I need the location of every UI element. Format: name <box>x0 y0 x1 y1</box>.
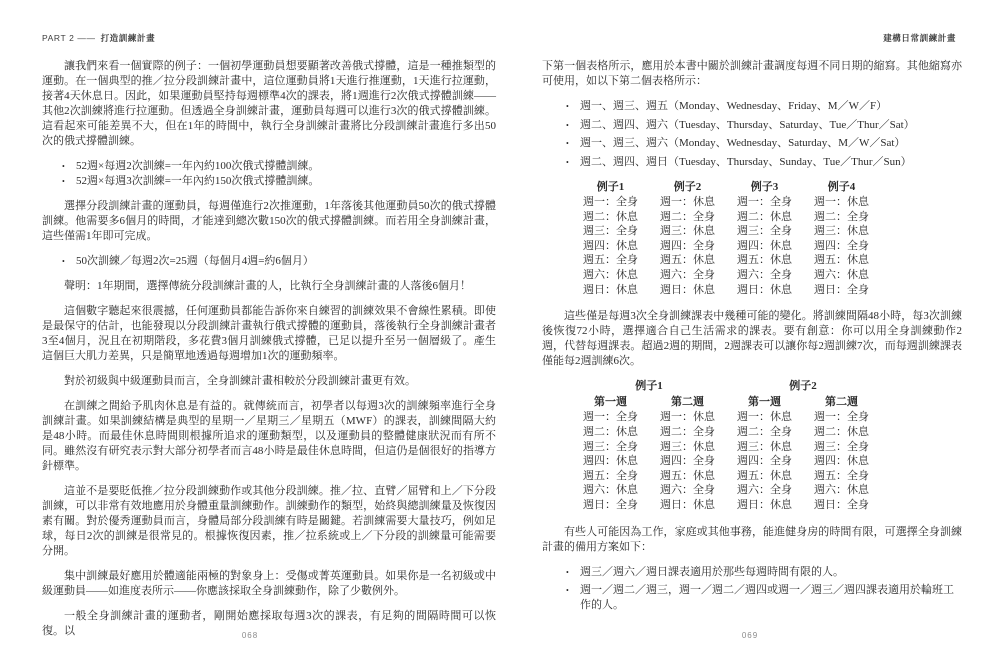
table-cell: 週四：全身 <box>660 239 715 252</box>
list-item <box>542 136 962 151</box>
table-header: 例子1 <box>596 180 625 193</box>
bullet-icon: • <box>566 567 569 577</box>
table-cell: 週四：休息 <box>583 239 638 252</box>
table-cell: 週六：休息 <box>583 269 638 282</box>
table-cell: 週一：休息 <box>737 411 792 424</box>
table-group-header: 例子2 <box>789 380 817 393</box>
table-cell: 週三：全身 <box>737 225 792 238</box>
running-header-left <box>42 32 155 44</box>
paragraph-statement: 聲明：1年期間，選擇傳統分段訓練計畫的人，比執行全身訓練計畫的人落後6個月！ <box>64 280 471 292</box>
list-item-text: 52週×每週3次訓練=一年內約150次俄式撐體訓練。 <box>76 175 320 187</box>
list-item <box>542 118 962 133</box>
list-item <box>542 99 962 114</box>
part-title: 打造訓練計畫 <box>100 33 156 43</box>
paragraph-limited-time: 有些人可能因為工作，家庭或其他事務，能進健身房的時間有限，可選擇全身訓練計畫的備用方案如下： <box>542 525 962 553</box>
table-cell: 週三：全身 <box>814 440 869 453</box>
table-cell: 週五：休息 <box>737 469 792 482</box>
bullet-icon: • <box>62 162 65 171</box>
table-cell: 週日：休息 <box>737 283 792 296</box>
table-cell: 週日：休息 <box>660 499 715 511</box>
table-cell: 週一：全身 <box>583 411 638 424</box>
table-header: 例子4 <box>827 180 856 193</box>
bullet-list-day-abbreviations <box>542 99 962 170</box>
table-cell: 週三：全身 <box>583 440 638 453</box>
table-cell: 週六：全身 <box>660 484 715 497</box>
list-item-text: 週三／週六／週日課表適用於那些每週時間有限的人。 <box>580 565 844 578</box>
schedule-table-two-week-examples <box>572 379 962 512</box>
table-cell: 週六：休息 <box>814 269 869 282</box>
table-cell: 週四：休息 <box>814 455 869 468</box>
bullet-icon: • <box>566 120 569 130</box>
paragraph-not-belittle-splits: 這並不是要貶低推／拉分段訓練動作或其他分段訓練。推／拉、直臂／屈臂和上／下分段訓練，可以非常有效地應用於身體重量訓練動作。訓練動作的類型，始終與總訓練量及恢復因素有關。對於優秀運動員而言，身體局部分段訓練有時是關鍵。若訓練需要大量技巧，例如足球，每日2次的訓練是很常見的。根據恢復因素，推／拉系統或上／下分段的訓練量可能需要分開。 <box>42 485 496 557</box>
table-cell: 週二：休息 <box>583 426 638 439</box>
table-cell: 週五：全身 <box>583 469 638 482</box>
bullet-icon: • <box>566 586 569 596</box>
right-page-content <box>542 59 962 623</box>
paragraph-example-intro: 讓我們來看一個實際的例子：一個初學運動員想要顯著改善俄式撐體，這是一種推類型的運動。在一個典型的推／拉分段訓練計畫中，這位運動員將1天進行推運動，1天進行拉運動，接著4天休息日。因此，如果運動員堅持每週標準4次的課表，將1週進行2次俄式撐體訓練——其他2次訓練將進行拉運動。但透過全身訓練計畫，運動員每週可以進行3次的俄式撐體訓練。這看起來可能差異不大，但在1年的時間中，執行全身訓練計畫將比分段訓練計畫進行多出50次的俄式撐體訓練。 <box>42 60 496 147</box>
table-cell: 週日：全身 <box>814 499 869 511</box>
table-cell: 週日：休息 <box>737 499 792 511</box>
table-cell: 週一：休息 <box>660 411 715 424</box>
list-item <box>542 565 962 580</box>
list-item <box>542 583 962 613</box>
paragraph-focused-training: 集中訓練最好應用於體適能兩極的對象身上：受傷或菁英運動員。如果你是一名初級或中級運動員——如進度表所示——你應該採取全身訓練動作，除了少數例外。 <box>42 570 496 597</box>
table-header: 例子3 <box>750 180 779 193</box>
bullet-icon: • <box>566 157 569 167</box>
table-cell: 週六：全身 <box>737 269 792 282</box>
schedule-table-weekly-examples <box>572 180 962 298</box>
table-cell: 週五：休息 <box>660 469 715 482</box>
list-item <box>42 159 496 174</box>
table-cell: 週二：休息 <box>814 426 869 439</box>
table-cell: 週六：全身 <box>660 269 715 282</box>
table-cell: 週二：全身 <box>660 426 715 439</box>
list-item-text: 週二、週四、週日（Tuesday、Thursday、Sunday、Tue／Thur／Sun） <box>580 155 912 168</box>
table-cell: 週三：休息 <box>737 440 792 453</box>
bullet-list-alternative-schedules <box>542 565 962 614</box>
table-column-header: 第二週 <box>671 395 704 408</box>
paragraph-fullbody-more-effective: 對於初級與中級運動員而言，全身訓練計畫相較於分段訓練計畫更有效。 <box>64 375 416 387</box>
table-cell: 週二：全身 <box>660 210 715 223</box>
bullet-icon: • <box>566 139 569 148</box>
table-cell: 週六：休息 <box>814 484 869 497</box>
table-cell: 週六：全身 <box>737 484 792 497</box>
paragraph-general-fullbody: 一般全身訓練計畫的運動者，剛開始應採取每週3次的課表，有足夠的間隔時間可以恢復。以 <box>42 610 496 637</box>
paragraph-rest-between-training: 在訓練之間給予肌肉休息是有益的。就傳統而言，初學者以每週3次的訓練頻率進行全身訓練計畫。如果訓練結構是典型的星期一／星期三／星期五（MWF）的課表，訓練間隔大約是48小時。而最佳休息時間則根據所追求的運動類型，以及運動員的整體健康狀況而有所不同。雖然沒有研究表示對大部分初學者而言48小時是最佳休息時間，但這仍是個很好的指導方針標準。 <box>42 400 496 472</box>
page-number-left: 068 <box>241 631 259 640</box>
bullet-icon: • <box>62 177 65 186</box>
list-item <box>42 254 496 269</box>
bullet-list-25-weeks <box>42 254 496 269</box>
table-cell: 週二：休息 <box>737 210 792 223</box>
table-cell: 週五：休息 <box>660 254 715 267</box>
list-item-text: 週一／週二／週三，週一／週二／週四或週一／週三／週四課表適用於輪班工作的人。 <box>580 584 954 612</box>
table-cell: 週日：休息 <box>583 283 638 296</box>
table-cell: 週四：休息 <box>737 239 792 252</box>
table-column-header: 第一週 <box>594 395 627 408</box>
paragraph-shocking-numbers: 這個數字聽起來很震撼，任何運動員都能告訴你來自練習的訓練效果不會線性累積。即使是最保守的估計，也能發現以分段訓練計畫執行俄式撐體的運動員，落後執行全身訓練計畫者3至4個月，況且在初期階段，多花費3個月訓練俄式撐體，已足以提升至另一個層級了。產生這個巨大肌力差異，只是簡單地透過每週增加1次的運動頻率。 <box>42 305 496 362</box>
table-cell: 週三：休息 <box>814 225 869 238</box>
bullet-list-weekly-math <box>42 159 496 189</box>
table-cell: 週五：休息 <box>737 254 792 267</box>
table-cell: 週日：全身 <box>814 283 869 296</box>
bullet-icon: • <box>62 257 65 266</box>
bullet-icon: • <box>566 102 569 111</box>
chapter-title: 建構日常訓練計畫 <box>883 33 956 43</box>
table-cell: 週一：休息 <box>660 196 715 209</box>
paragraph-variations: 這些僅是每週3次全身訓練課表中幾種可能的變化。將訓練間隔48小時，每3次訓練後恢復72小時，選擇適合自己生活需求的課表。要有創意：你可以用全身訓練動作2週，代替每週課表。超過2週的期間，2週課表可以讓你每2週訓練7次，而每週訓練課表僅能每2週訓練6次。 <box>542 310 962 368</box>
left-page-content <box>42 59 496 649</box>
table-column-header: 第二週 <box>825 395 858 408</box>
table-cell: 週四：全身 <box>660 455 715 468</box>
list-item <box>542 155 962 170</box>
table-cell: 週四：休息 <box>583 455 638 468</box>
paragraph-abbreviations: 下第一個表格所示，應用於本書中關於訓練計畫調度每週不同日期的縮寫。其他縮寫亦可使用，如以下第二個表格所示： <box>542 60 962 87</box>
list-item-text: 週二、週四、週六（Tuesday、Thursday、Saturday、Tue／Thur／Sat） <box>580 118 915 131</box>
running-header-right <box>881 32 956 44</box>
list-item-text: 週一、週三、週五（Monday、Wednesday、Friday、M／W／F） <box>580 100 888 112</box>
table-cell: 週一：休息 <box>814 196 869 209</box>
table-column-header: 第一週 <box>748 395 781 408</box>
table-cell: 週六：休息 <box>583 484 638 497</box>
table-cell: 週二：全身 <box>737 426 792 439</box>
table-header: 例子2 <box>673 180 702 193</box>
list-item-text: 52週×每週2次訓練=一年內約100次俄式撐體訓練。 <box>76 160 320 172</box>
table-cell: 週日：全身 <box>583 499 638 511</box>
list-item-text: 50次訓練／每週2次=25週（每個月4週=約6個月） <box>76 255 314 267</box>
table-cell: 週三：休息 <box>660 225 715 238</box>
paragraph-split-lag: 選擇分段訓練計畫的運動員，每週僅進行2次推運動，1年落後其他運動員50次的俄式撐體訓練。他需要多6個月的時間，才能達到總次數150次的俄式撐體訓練。而若用全身訓練計畫，這些僅需1年即可完成。 <box>42 200 496 242</box>
table-cell: 週二：全身 <box>814 210 869 223</box>
table-cell: 週日：休息 <box>660 283 715 296</box>
table-cell: 週一：全身 <box>737 196 792 209</box>
table-cell: 週三：休息 <box>660 440 715 453</box>
table-cell: 週一：全身 <box>583 196 638 209</box>
table-cell: 週五：全身 <box>583 254 638 267</box>
table-cell: 週四：全身 <box>814 239 869 252</box>
page-right <box>500 0 1000 666</box>
list-item-text: 週一、週三、週六（Monday、Wednesday、Saturday、M／W／Sat） <box>580 137 906 149</box>
table-cell: 週一：全身 <box>814 411 869 424</box>
table-cell: 週五：休息 <box>814 254 869 267</box>
table-cell: 週四：全身 <box>737 455 792 468</box>
page-number-right: 069 <box>741 631 759 640</box>
list-item <box>42 174 496 189</box>
table-cell: 週五：全身 <box>814 469 869 482</box>
table-cell: 週三：全身 <box>583 225 638 238</box>
part-label: PART 2 —— <box>42 33 96 43</box>
table-cell: 週二：休息 <box>583 210 638 223</box>
table-group-header: 例子1 <box>635 380 663 393</box>
